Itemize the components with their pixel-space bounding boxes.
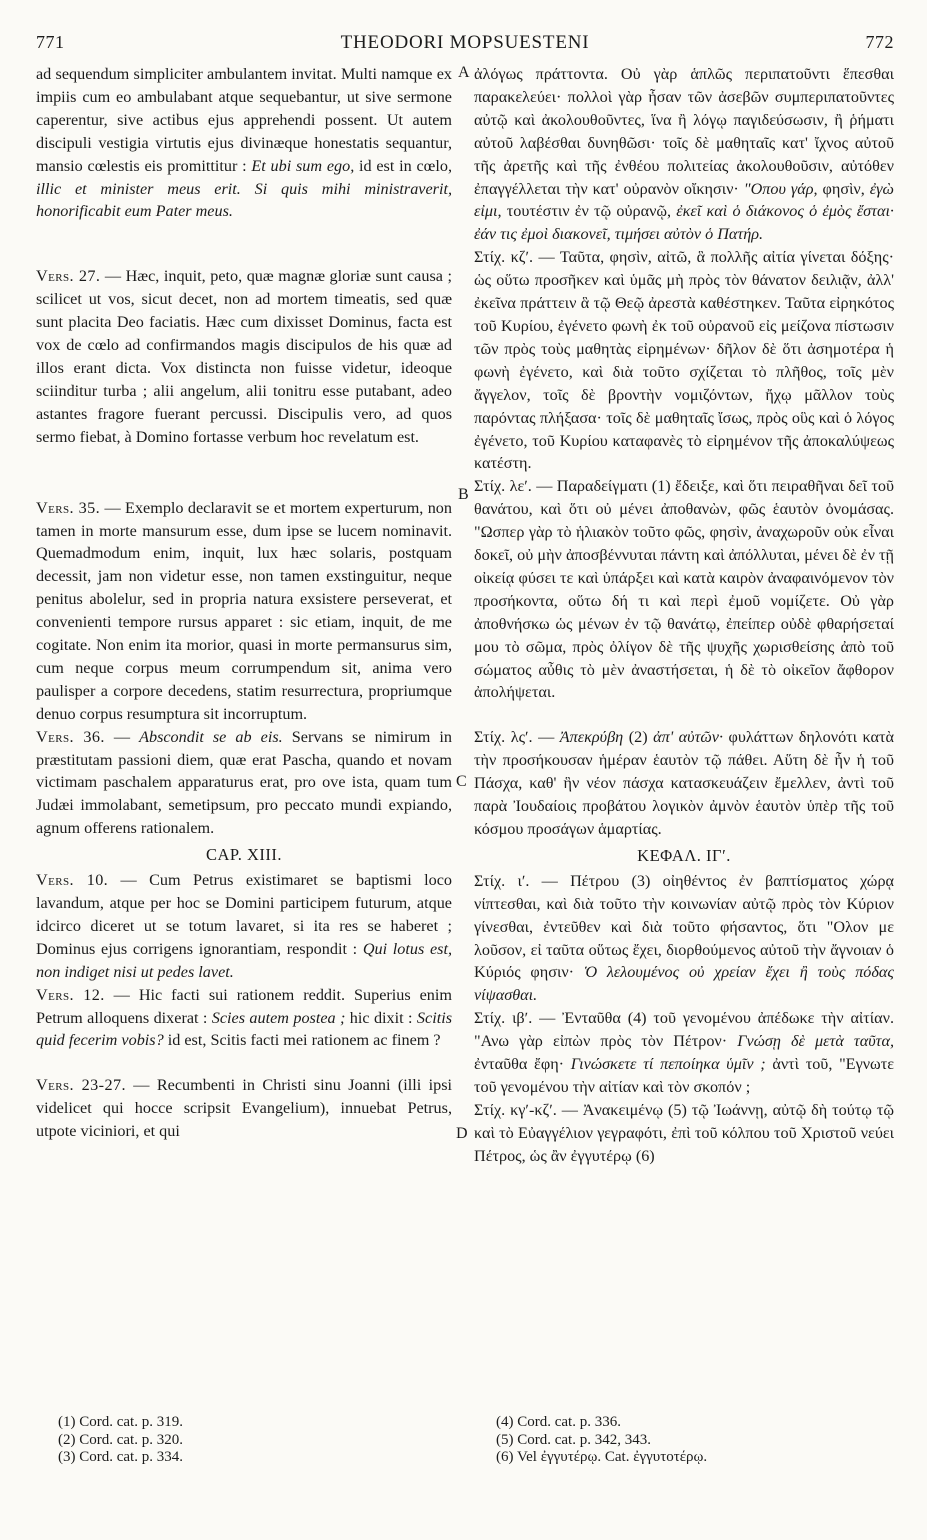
latin-paragraph-vers-27: Vers. 27. — Hæc, inquit, peto, quæ magnæ gloriæ sunt causa ; scilicet ut vos, sicut decet, non ad mortem timeatis, sed quæ sunt placita Deo faciatis. Hæc cum dixisset Dominus, facta est vox de cœlo ad confirmandos magis discipulos de his quæ ad illos erant dicta. Vox distincta non fuisse videtur, ideoque sciinditur turba ; alii angelum, alii tonitru esse putabant, adeo astantes fragore fuerant percussi. Discipulis vero, ad quos sermo fiebat, à Domino fortasse verbum hoc revelatum est. [36, 267, 452, 446]
footnotes-right [496, 1414, 707, 1467]
verse-label: Vers. 35. [36, 498, 101, 517]
footnote: (6) Vel ἐγγυτέρῳ. Cat. ἐγγυτοτέρῳ. [496, 1449, 708, 1465]
margin-letter-c: C [456, 773, 467, 790]
footnotes-left [58, 1414, 183, 1467]
latin-paragraph-vers-12: Vers. 12. — Hic facti sui rationem reddit. Superius enim Petrum alloquens dixerat : Scies autem postea ; hic dixit : Scitis quid fecerim vobis? id est, Scitis facti mei rationem ac finem ? [36, 985, 452, 1050]
verse-label: Στίχ. ιβʹ. [474, 1009, 533, 1028]
greek-column [474, 63, 894, 1168]
footnote: (3) Cord. cat. p. 334. [58, 1449, 183, 1465]
verse-label: Στίχ. κζʹ. [474, 248, 534, 267]
greek-paragraph-stich-12: Στίχ. ιβʹ. — Ἐνταῦθα (4) τοῦ γενομένου ἀπέδωκε τὴν αἰτίαν. "Ανω γὰρ εἰπὼν πρὸς τὸν Πέτρον· Γνώσῃ δὲ μετὰ ταῦτα, ἐνταῦθα ἔφη· Γινώσκετε τί πεποίηκα ὑμῖν ; ἀντὶ τοῦ, "Εγνωτε τοῦ γενομένου τὴν αἰτίαν καὶ τὸν σκοπόν ; [474, 1009, 895, 1096]
margin-letter-d: D [456, 1125, 468, 1142]
verse-label: Vers. 12. [36, 985, 105, 1004]
greek-paragraph-stich-27: Στίχ. κζʹ. — Ταῦτα, φησὶν, αἰτῶ, ἃ πολλῆς αἰτία γίνεται δόξης· ὡς οὕτω προσῆκεν καὶ ὑμᾶς μὴ πρὸς τὸν θάνατον δειλιᾷν, ἀλλ' ἐκεῖνα πράττειν ἃ τῷ Θεῷ ἀρεστὰ καθέστηκεν. Ταῦτα εἰρηκότος τοῦ Κυρίου, ἐγένετο φωνὴ ἐκ τοῦ οὐρανοῦ εἰς μείζονα πίστωσιν τῶν πρὸς τοὺς μαθητὰς εἰρημένων· δῆλον δὲ ὅτι ἀσημοτέρα ἡ φωνὴ ἐγένετο, καὶ διὰ τοῦτο σχίζεται τὸ πλῆθος, τοῖς μὲν ἄγγελον, τοῖς δὲ βροντὴν νομιζόντων, ἤχῳ μᾶλλον τοὺς παρόντας πλήξασα· τοῖς δὲ μαθηταῖς ἴσως, πρὸς οὓς καὶ ὁ λόγος ἐγένετο, τοῦ Κυρίου καταφανὲς τὸ εἰρημένον τῆς ἀποκαλύψεως κατέστη. [474, 248, 894, 473]
verse-label: Vers. 36. [36, 727, 105, 746]
chapter-heading-greek: ΚΕΦΑΛ. ΙΓʹ. [637, 845, 731, 865]
footnote: (4) Cord. cat. p. 336. [496, 1414, 621, 1430]
greek-paragraph-stich-36: Στίχ. λςʹ. — Ἀπεκρύβη (2) ἀπ' αὐτῶν· φυλάττων δηλονότι κατὰ τὴν προσήκουσαν ἡμέραν ἑαυτὸν τῷ πάθει. Αὕτη δὲ ἦν ἡ τοῦ Πάσχα, καθ' ἣν νέον πάσχα κατασκευάζειν ἔμελλεν, ἀντὶ τοῦ παρὰ Ἰουδαίοις προβάτου λογικὸν ἀμνὸν ἑαυτὸν ὑπὲρ τῆς τοῦ κόσμου προσάγων ἁμαρτίας. [474, 728, 895, 838]
verse-label: Στίχ. κγʹ-κζʹ. [474, 1100, 557, 1119]
verse-label: Vers. 27. [36, 267, 101, 286]
greek-paragraph-stich-35: Στίχ. λεʹ. — Παραδείγματι (1) ἔδειξε, καὶ ὅτι πειραθῆναι δεῖ τοῦ θανάτου, καὶ ὅτι οὐ μένει ἀποθανὼν, φῶς ἑαυτὸν ὀνομάσας. "Ωσπερ γὰρ τὸ ἡλιακὸν τοῦτο φῶς, φησὶν, ἀναχωροῦν οὐκ εἶναι δοκεῖ, οὐ μὴν ἀποσβέννυται πάντη καὶ ἀπόλλυται, μένει δὲ ἐν τῇ οἰκείᾳ φύσει τε καὶ ὑπάρξει καὶ κατὰ καιρὸν ἀναφαινόμενον τὸν προσήκοντα, οὕτω δή τι καὶ περὶ ἐμοῦ νομίζετε. Οὐ γὰρ ἀποθνήσκω ὡς μένων ἐν τῷ θανάτῳ, ἐπείπερ οὐδὲ φθαρήσεταί μου τὸ σῶμα, πρὸς ὀλίγον δὲ τῆς ψυχῆς χωρισθείσης ἀπὸ τοῦ σώματος αὖθις τὸ μὲν ἀναστήσεται, ἡ δὲ τὸ οἰκεῖον ἄφθορον ἀπολήψεται. [474, 477, 894, 702]
verse-label: Στίχ. ιʹ. [474, 871, 530, 890]
latin-paragraph-vers-36: Vers. 36. — Abscondit se ab eis. Servans se nimirum in præstitutam passioni diem, quæ erat Pascha, quando et novam victimam paschalem apparaturus erat, pro ove ista, quam tum Judæi immolabant, semetipsum, pro peccato mundi expiando, agnum offerens rationalem. [36, 727, 452, 838]
footnote: (5) Cord. cat. p. 342, 343. [496, 1431, 651, 1448]
latin-column [36, 63, 452, 1143]
margin-letter-b: B [458, 486, 469, 503]
verse-label: Vers. 23-27. [36, 1076, 126, 1095]
greek-paragraph-stich-23-27: Στίχ. κγʹ-κζʹ. — Ἀνακειμένῳ (5) τῷ Ἰωάννῃ, αὐτῷ δὴ τούτῳ τῷ καὶ τὸ Εὐαγγέλιον γεγραφότι, ἐπὶ τοῦ κόλπου τοῦ Χριστοῦ νεύει Πέτρος, ὡς ἂν ἐγγυτέρῳ (6) [474, 1100, 894, 1165]
running-header [36, 32, 894, 58]
margin-letter-a: A [458, 64, 470, 81]
footnote: (1) Cord. cat. p. 319. [58, 1414, 183, 1430]
latin-paragraph-vers-35: Vers. 35. — Exemplo declaravit se et mortem experturum, non tamen in morte mansurum esse, dum ipse se lucem nominavit. Quemadmodum enim, inquit, lux hæc solaris, postquam decessit, jam non videtur esse, non tamen exstinguitur, neque penitus abolelur, sed in propria natura exsistere perseverat, et convenienti tempore rursus apparet : sic etiam, inquit, de me cogitate. Non enim ita morior, quasi in morte permansurus sim, cum neque corpus meum corrumpendum sit, anima vero paulisper a corpore decedens, statim resurrectura, propriumque denuo corpus resumptura sit incorruptum. [36, 498, 452, 723]
chapter-heading-latin: CAP. XIII. [205, 845, 283, 865]
latin-paragraph-intro: ad sequendum simpliciter ambulantem invitat. Multi namque ex impiis cum eo ambulabant atque sequebantur, ut sive sermone caperentur, sive actibus ejus apprehendi possent. Ut autem discipuli vestigia virtutis ejus divinæque honestatis sequantur, mansio cœlestis eis promittitur : Et ubi sum ego, id est in cœlo, illic et minister meus erit. Si quis mihi ministraverit, honorificabit eum Pater meus. [36, 65, 452, 221]
footnote: (2) Cord. cat. p. 320. [58, 1431, 183, 1448]
greek-paragraph-intro: ἀλόγως πράττοντα. Οὐ γὰρ ἁπλῶς περιπατοῦντι ἕπεσθαι παρακελεύει· πολλοὶ γὰρ ἦσαν τῶν ἀσεβῶν συμπεριπατοῦντες αὐτῷ καὶ ἀκολουθοῦντες, ἵνα ἢ λόγῳ παγιδεύσωσιν, ἢ ῥήματι αὐτοῦ λαβέσθαι δυνηθῶσι· τοῖς δὲ μαθηταῖς κατ' ἴχνος αὐτοῦ τῆς ἀρετῆς καὶ τῆς ἐνθέου πολιτείας ἀκολουθοῦσιν, αὐτόθεν ἐπαγγέλλεται τὴν κατ' οὐρανὸν οἴκησιν· "Οπου γάρ, φησὶν, ἐγὼ εἰμι, τουτέστιν ἐν τῷ οὐρανῷ, ἐκεῖ καὶ ὁ διάκονος ὁ ἐμὸς ἔσται· ἐάν τις ἐμοὶ διακονεῖ, τιμήσει αὐτὸν ὁ Πατήρ. [474, 65, 894, 244]
greek-paragraph-stich-10: Στίχ. ιʹ. — Πέτρου (3) οἰηθέντος ἐν βαπτίσματος χώρᾳ νίπτεσθαι, καὶ διὰ τοῦτο τὴν κοινωνίαν αὐτῷ πρὸς τὸν Κύριον γίνεσθαι, ἐντεῦθεν καὶ διὰ τοῦτο φήσαντος, ὅτι "Ολον με λοῦσον, εἰ ταῦτα οὕτως ἔχει, διορθούμενος αὐτοῦ τὴν ἄγνοιαν ὁ Κύριός φησιν· Ὁ λελουμένος οὐ χρείαν ἔχει ἢ τοὺς πόδας νίψασθαι. [474, 871, 894, 1005]
page-number-left: 771 [36, 32, 65, 52]
running-title: THEODORI MOPSUESTENI [340, 32, 590, 53]
latin-paragraph-vers-10: Vers. 10. — Cum Petrus existimaret se baptismi loco lavandum, atque per hoc se Domini participem futurum, atque idcirco diceret ut se totum lavaret, si ita res se haberet ; Dominus ejus corrigens ignorantiam, respondit : Qui lotus est, non indiget nisi ut pedes lavet. [36, 871, 453, 981]
latin-paragraph-vers-23-27: Vers. 23-27. — Recumbenti in Christi sinu Joanni (illi ipsi videlicet qui hocce scripsit Evangelium), innuebat Petrus, utpote viciniori, et qui [36, 1076, 452, 1141]
page-number-right: 772 [865, 32, 894, 52]
verse-label: Στίχ. λςʹ. [474, 728, 533, 747]
verse-label: Vers. 10. [36, 871, 109, 890]
verse-label: Στίχ. λεʹ. [474, 477, 532, 496]
